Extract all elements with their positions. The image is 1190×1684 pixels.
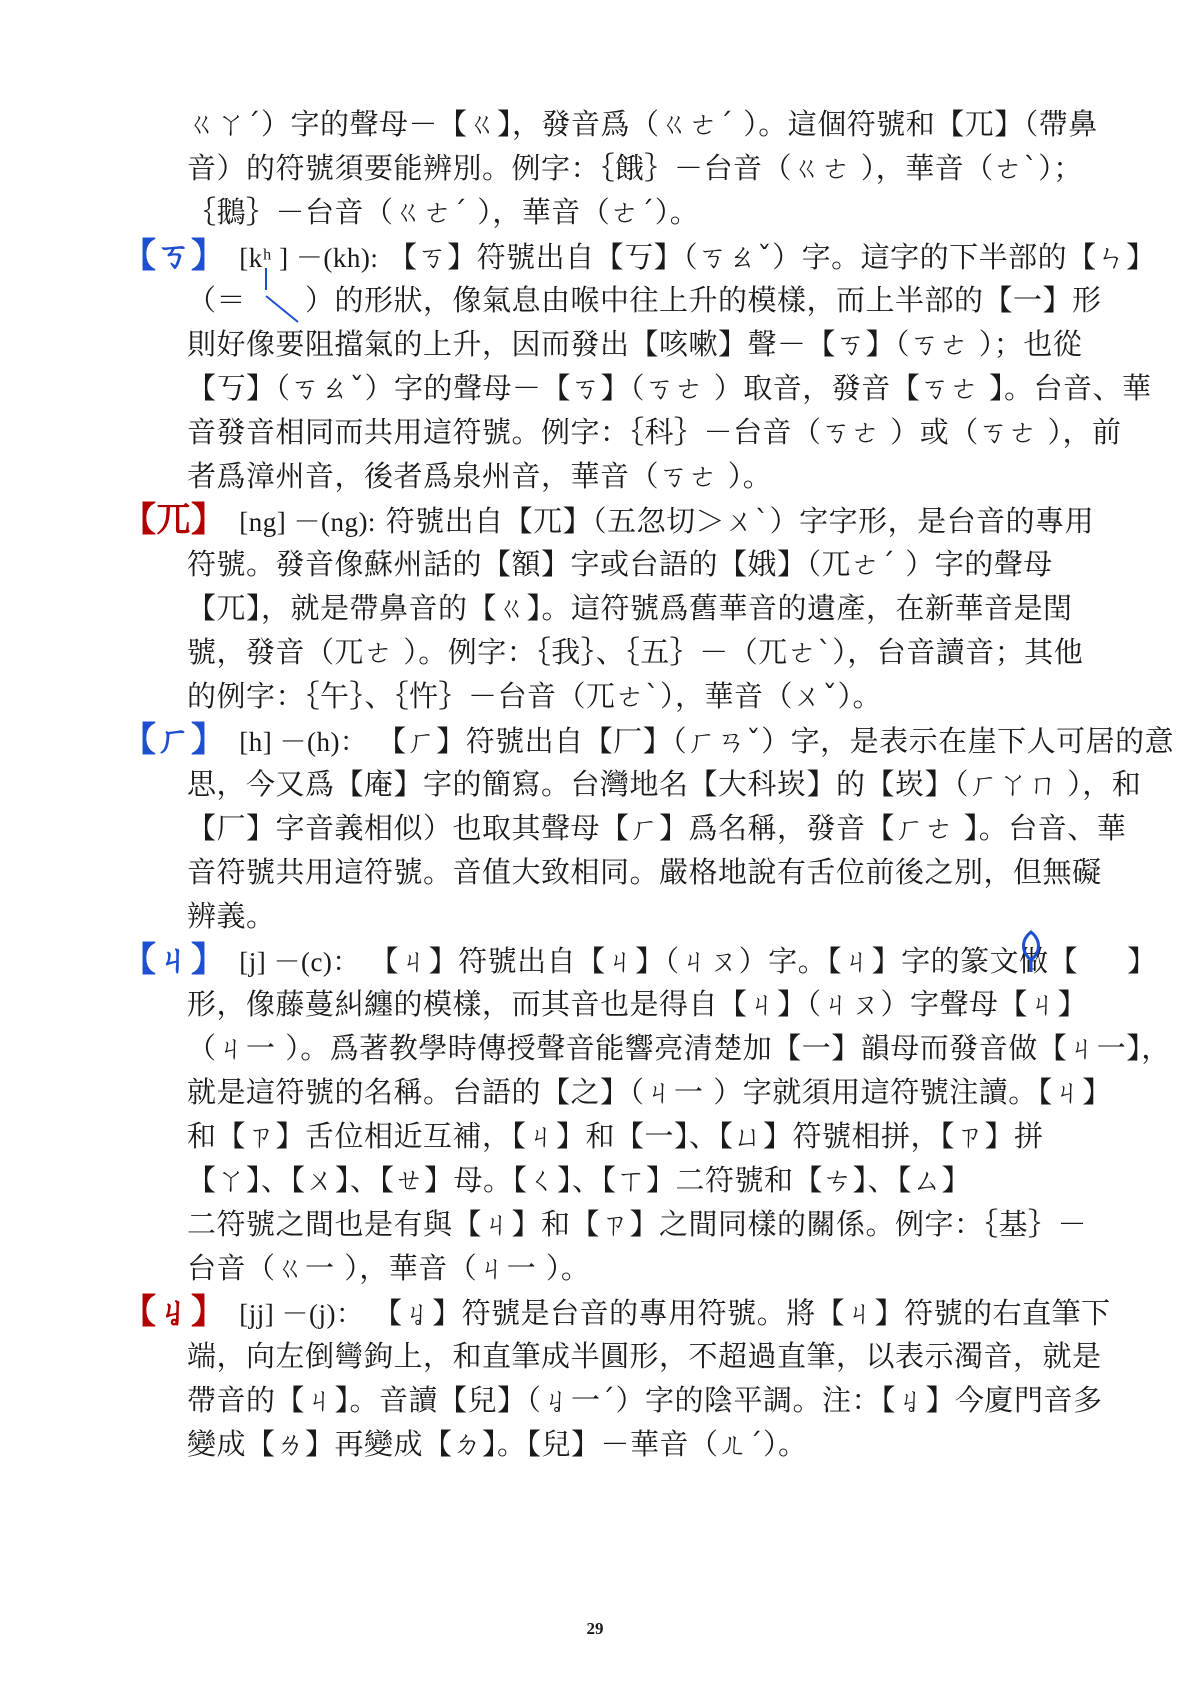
text-line: 號，發音（兀ㄜ ）。例字：｛我｝、｛五｝－（兀ㄜˋ），台音讀音；其他	[187, 635, 1084, 669]
text-line: 【厂】字音義相似）也取其聲母【ㄏ】爲名稱，發音【ㄏㄜ 】。台音、華	[187, 811, 1127, 845]
entry-heading-j	[122, 938, 1157, 982]
symbol-mark: 【ㄏ】	[122, 720, 226, 760]
text-line: 符號。發音像蘇州話的【額】字或台語的【娥】（兀ㄜˊ ）字的聲母	[187, 547, 1053, 581]
symbol-mark: 【ㆢ】	[122, 1292, 226, 1332]
romanization: [jj] －(j)：	[239, 1299, 364, 1329]
romanization: [ng] －(ng):	[239, 507, 376, 537]
entry-text: 【ㄐ】符號出自【ㄐ】（ㄐㄡ）字。【ㄐ】字的篆文做【 】	[369, 944, 1157, 978]
text-line: 思，今又爲【庵】字的簡寫。台灣地名【大科崁】的【崁】（ㄏㄚㄇ ），和	[187, 767, 1142, 801]
seal-script-icon	[1017, 930, 1045, 974]
text-line: 者爲漳州音，後者爲泉州音，華音（ㄎㄜ ）。	[187, 459, 773, 493]
text-line: （ㄐ一 ）。爲著教學時傳授聲音能響亮清楚加【一】韻母而發音做【ㄐ一】，	[187, 1031, 1171, 1065]
text-line: 台音（ㄍ一 ），華音（ㄐ一 ）。	[187, 1251, 591, 1285]
romanization: [h] －(h)：	[239, 727, 368, 757]
text-line: 的例字：｛午｝、｛忤｝－台音（兀ㄜˋ），華音（ㄨˇ）。	[187, 679, 883, 713]
entry-heading-h	[122, 718, 1174, 762]
text-line: （＝ ）的形狀，像氣息由喉中往上升的模樣，而上半部的【一】形	[187, 283, 1102, 317]
symbol-mark: 【兀】	[122, 500, 226, 540]
text-line: 【丂】（ㄎㄠˇ）字的聲母－【ㄎ】（ㄎㄜ ）取音，發音【ㄎㄜ 】。台音、華	[187, 371, 1152, 405]
entry-text: 【ㄏ】符號出自【厂】（ㄏㄢˇ）字，是表示在崖下人可居的意	[377, 724, 1175, 758]
symbol-mark: 【ㄎ】	[122, 236, 226, 276]
text-line: 變成【ㄌ】再變成【ㄉ】。【兒】－華音（ㄦˊ）。	[187, 1427, 808, 1461]
entry-text: 符號出自【兀】（五忽切＞ㄨˋ）字字形，是台音的專用	[385, 504, 1095, 538]
text-line: ㄍㄚˊ）字的聲母－【ㄍ】，發音爲（ㄍㄜˊ ）。這個符號和【兀】（帶鼻	[187, 107, 1098, 141]
text-line: 則好像要阻擋氣的上升，因而發出【咳嗽】聲－【ㄎ】（ㄎㄜ ）；也從	[187, 327, 1083, 361]
page-number: 29	[586, 1619, 604, 1638]
text-line: 和【ㄗ】舌位相近互補，【ㄐ】和【一】、【ㄩ】符號相拼，【ㄗ】拼	[187, 1119, 1044, 1153]
text-line: 就是這符號的名稱。台語的【之】（ㄐ一 ）字就須用這符號注讀。【ㄐ】	[187, 1075, 1112, 1109]
entry-heading-ng	[122, 498, 1094, 542]
text-line: 【ㄚ】、【ㄨ】、【ㄝ】母。【ㄑ】、【ㄒ】二符號和【ㄘ】、【ㄙ】	[187, 1163, 972, 1197]
text-line: 音符號共用這符號。音值大致相同。嚴格地說有舌位前後之別，但無礙	[187, 855, 1102, 889]
text-line: 【兀】，就是帶鼻音的【ㄍ】。這符號爲舊華音的遺產，在新華音是閏	[187, 591, 1073, 625]
romanization: [kʰ ] －(kh):	[239, 243, 379, 273]
entry-text: 【ㆢ】符號是台音的專用符號。將【ㄐ】符號的右直筆下	[373, 1296, 1111, 1330]
text-line: 音）的符號須要能辨別。例字：｛餓｝－台音（ㄍㄜ ），華音（ㄜˋ）；	[187, 151, 1083, 185]
text-line: 帶音的【ㄐ】。音讀【兒】（ㆢ一ˊ）字的陰平調。注：【ㆢ】今廈門音多	[187, 1383, 1103, 1417]
text-line: 形，像藤蔓糾纏的模樣，而其音也是得自【ㄐ】（ㄐㄡ）字聲母【ㄐ】	[187, 987, 1088, 1021]
text-line: 音發音相同而共用這符號。例字：｛科｝－台音（ㄎㄜ ）或（ㄎㄜ ），前	[187, 415, 1122, 449]
text-line: ｛鵝｝－台音（ㄍㄜˊ ），華音（ㄜˊ）。	[187, 195, 700, 229]
entry-heading-jj	[122, 1290, 1111, 1334]
symbol-mark: 【ㄐ】	[122, 940, 226, 980]
breath-curve-icon	[262, 266, 302, 324]
romanization: [j] －(c)：	[239, 947, 360, 977]
text-line: 二符號之間也是有與【ㄐ】和【ㄗ】之間同樣的關係。例字：｛基｝－	[187, 1207, 1088, 1241]
entry-text: 【ㄎ】符號出自【丂】（ㄎㄠˇ）字。這字的下半部的【ㄣ】	[388, 240, 1156, 274]
text-line: 端，向左倒彎鉤上，和直筆成半圓形，不超過直筆，以表示濁音，就是	[187, 1339, 1102, 1373]
text-line: 辨義。	[187, 899, 276, 933]
